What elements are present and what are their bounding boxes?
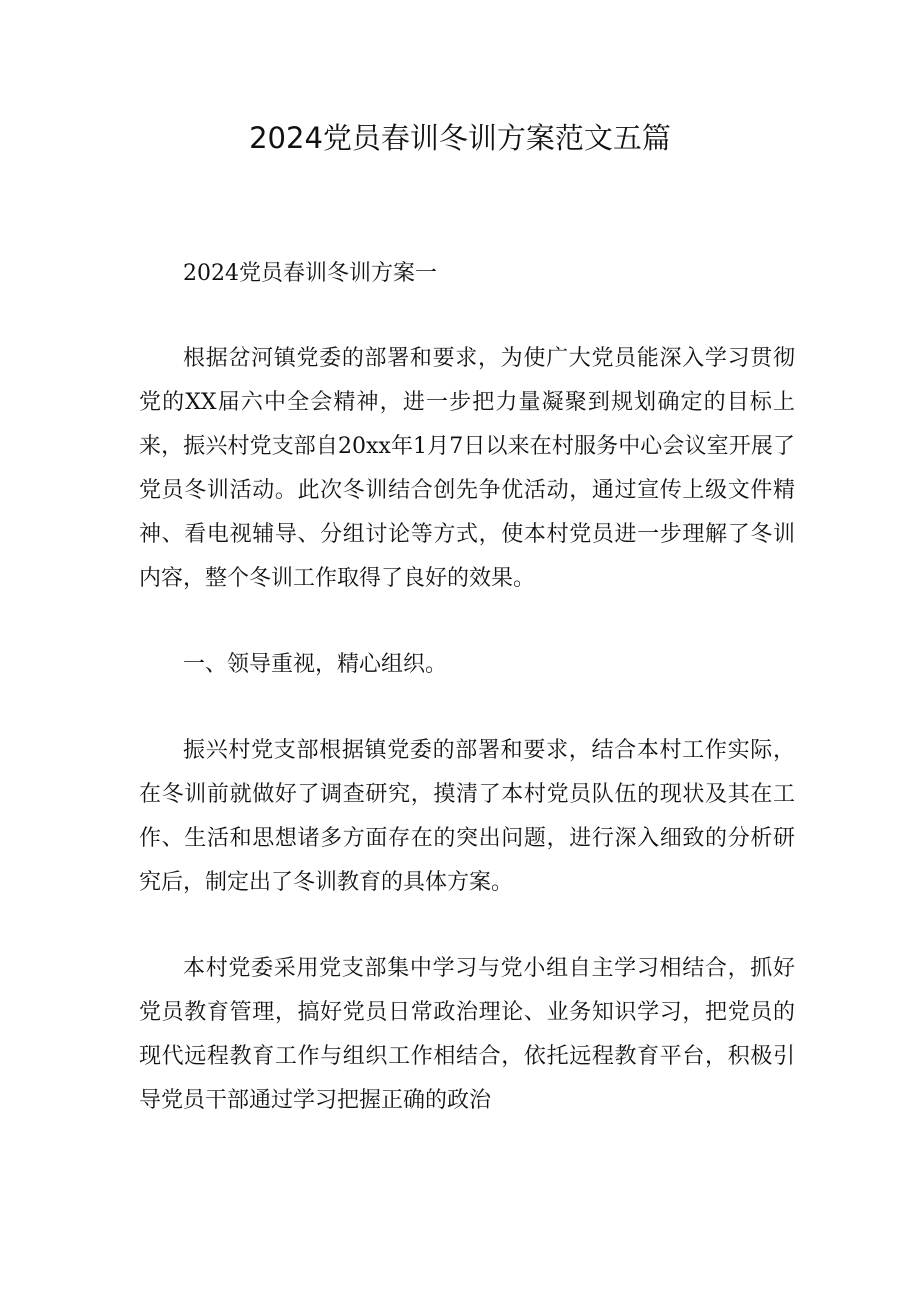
paragraph-organization: 振兴村党支部根据镇党委的部署和要求，结合本村工作实际，在冬训前就做好了调查研究，摸清了本村党员队伍的现状及其在工作、生活和思想诸多方面存在的突出问题，进行深入细致的分析研究后，制定出了冬训教育的具体方案。 (139, 738, 795, 895)
document-body (139, 252, 795, 1123)
paragraph-heading-1: 一、领导重视，精心组织。 (183, 652, 448, 677)
document-title: 2024党员春训冬训方案范文五篇 (249, 121, 671, 155)
section-heading: 2024党员春训冬训方案一 (183, 261, 437, 286)
paragraph-study-method: 本村党委采用党支部集中学习与党小组自主学习相结合，抓好党员教育管理，搞好党员日常政治理论、业务知识学习，把党员的现代远程教育工作与组织工作相结合，依托远程教育平台，积极引导党员干部通过学习把握正确的政治 (139, 956, 795, 1113)
paragraph-intro: 根据岔河镇党委的部署和要求，为使广大党员能深入学习贯彻党的XX届六中全会精神，进一步把力量凝聚到规划确定的目标上来，振兴村党支部自20xx年1月7日以来在村服务中心会议室开展了党员冬训活动。此次冬训结合创先争优活动，通过宣传上级文件精神、看电视辅导、分组讨论等方式，使本村党员进一步理解了冬训内容，整个冬训工作取得了良好的效果。 (139, 346, 795, 591)
